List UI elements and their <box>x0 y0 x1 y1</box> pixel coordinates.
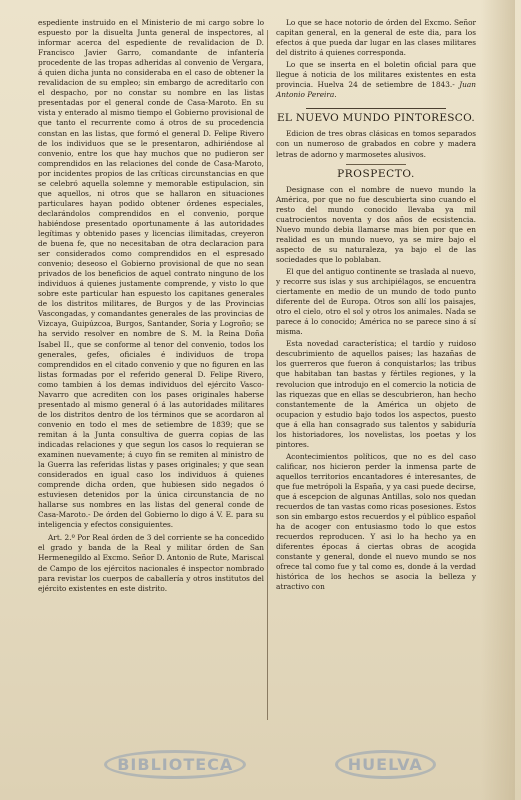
prospecto-paragraph: Acontecimientos políticos, que no es del caso calificar, nos hicieron perder la inmensa parte de aquellos territorios encantadores é interesantes, de que fue metrópoli la España, y ya casi puede decirse, que á escepcion de algunas Antillas, solo nos quedan recuerdos de tan vastas como ricas posesiones. Estos son sin embargo estos recuerdos y el público español ha de acoger con entusiasmo todo lo que estos recuerdos reproducen. Y asi lo ha hecho ya en diferentes épocas á ciertas obras de acogida constante y general, donde el nuevo mundo se nos ofrece tal como fue y tal como es, donde á la verdad histórica de los hechos se asocia la belleza y atractivo con <box>276 451 476 592</box>
prospecto-paragraph: El que del antiguo continente se traslada al nuevo, y recorre sus islas y sus archipiélagos, se encuentra ciertamente en medio de un mundo de todo punto diferente del de Europa. Otros son allí los paisajes, otro el cielo, otro el sol y otros los animales. Nada se parece á lo conocido; América no se parece sino á sí misma. <box>276 266 476 337</box>
prospecto-paragraph: Esta novedad característica; el tardío y ruidoso descubrimiento de aquellos paises; las hazañas de los guerreros que fueron á conquistarlos; las tribus que habitaban tan bastas y fértiles regiones, y la revolucion que introdujo en el comercio la noticia de las riquezas que en ellas se descubrieron, han hecho constantemente de la América un objeto de ocupacion y estudio bajo todos los aspectos, puesto que á ella han consagrado sus talentos y sabiduría los historiadores, los novelistas, los poetas y los pintores. <box>276 339 476 449</box>
prospecto-title: PROSPECTO. <box>337 167 415 180</box>
page-edge-stain <box>481 0 515 800</box>
left-column <box>38 18 264 597</box>
notice-text: Lo que se inserta en el boletin oficial para que llegue á noticia de los militares existentes en esta provincia. Huelva 24 de setiembre de 1843.- <box>276 60 476 90</box>
prospecto-separator <box>346 164 406 165</box>
section-separator <box>306 108 446 109</box>
left-paragraph: Art. 2.º Por Real órden de 3 del corriente se ha concedido el grado y banda de la Real y militar órden de San Hermenegildo al Excmo. Señor D. Antonio de Rute, Mariscal de Campo de los ejércitos nacionales é inspector nombrado para revistar los cuerpos de caballería y otros institutos del ejército existentes en este distrito. <box>38 533 264 593</box>
section-intro: Edicion de tres obras clásicas en tomos separados con un numeroso de grabados en cobre y madera letras de adorno y marmosetes alusivos. <box>276 129 476 159</box>
signature: Juan Antonio Pereira. <box>276 80 476 100</box>
notice-paragraph <box>276 60 476 100</box>
section-title: EL NUEVO MUNDO PINTORESCO. <box>276 112 476 125</box>
notice-paragraph: Lo que se hace notorio de órden del Excmo. Señor capitan general, en la general de este dia, para los efectos á que pueda dar lugar en las clases militares del distrito á quienes corresponda. <box>276 18 476 58</box>
stamp-segment: HUELVA <box>335 750 436 779</box>
left-paragraph: espediente instruido en el Ministerio de mi cargo sobre lo espuesto por la disuelta Junta general de inspectores, al informar acerca del espediente de revalidacion de D. Francisco Javier Garro, comandante de infantería procedente de las tropas adheridas al convenio de Vergara, á quien dicha junta no consideraba en el caso de obtener la revalidacion de su empleo; sin embargo de acreditarlo con el despacho, por no constar su nombre en las listas presentadas por el general conde de Casa-Maroto. En su vista y enterado al mismo tiempo el Gobierno provisional de que tanto el recurrente como á otros de su procedencia constan en las listas, que formó el general D. Felipe Rivero de los individuos que se le presentaron, adhiriéndose al convenio, entre los que hay muchos que no pudieron ser comprendidos en las relaciones del conde de Casa-Maroto, por incidentes propios de las críticas circunstancias en que se celebró aquella solemne y memorable estipulacion, sin que aquellos, ni otros que se hallaron en situaciones particulares hayan podido obtener órdenes especiales, declarándolos comprendidos en el convenio, porque habiéndose presentado oportunamente á las autoridades legítimas y obtenido pases y licencias ilimitadas, creyeron de buena fe, que no necesitaban de otra declaracion para ser considerados como comprendidos en el espresado convenio; deseoso el Gobierno provisional de que no sean privados de los beneficios de aquel contrato ninguno de los individuos á quienes justamente comprende, y visto lo que sobre este particular han espuesto los capitanes generales de los distritos militares, de Burgos y de las Provincias Vascongadas, y comandantes generales de las provincias de Vizcaya, Guipúzcoa, Burgos, Santander, Soria y Logroño; se ha servido resolver en nombre de S. M. la Reina Doña Isabel II., que se conforme al tenor del convenio, todos los generales, gefes, oficiales é individuos de tropa comprendidos en el citado convenio y que no figuren en las listas formadas por el referido general D. Felipe Rivero, como tambien á los demas individuos del ejército Vasco-Navarro que acrediten con los pases originales haberse presentado al mismo general ó á las autoridades militares de los distritos dentro de los términos que se acordaron al convenio en todo el mes de setiembre de 1839; que se remitan á la Junta consultiva de guerra copias de las indicadas relaciones y que segun los casos lo requieran se examinen nuevamente; á cuyo fin se remiten al ministro de la Guerra las referidas listas y pases originales; y que sean considerados en igual caso los individuos á quienes comprende dicha orden, que hubiesen sido negados ó estuviesen detenidos por la única circunstancia de no hallarse sus nombres en las listas del general conde de Casa-Maroto.- De órden del Gobierno lo digo á V. E. para su inteligencia y efectos consiguientes. <box>38 18 264 530</box>
library-stamp <box>60 740 480 788</box>
right-column <box>276 18 476 594</box>
stamp-segment: BIBLIOTECA <box>104 750 246 779</box>
prospecto-paragraph: Designase con el nombre de nuevo mundo la América, por que no fue descubierta sino cuando el resto del mundo conocido llevaba ya mil cuatrocientos noventa y dos años de ecsistencia. Nuevo mundo debia llamarse mas bien por que en realidad es un mundo nuevo, ya se mire bajo el aspecto de su naturaleza, ya bajo el de las sociedades que lo poblaban. <box>276 184 476 264</box>
column-divider <box>267 30 268 720</box>
